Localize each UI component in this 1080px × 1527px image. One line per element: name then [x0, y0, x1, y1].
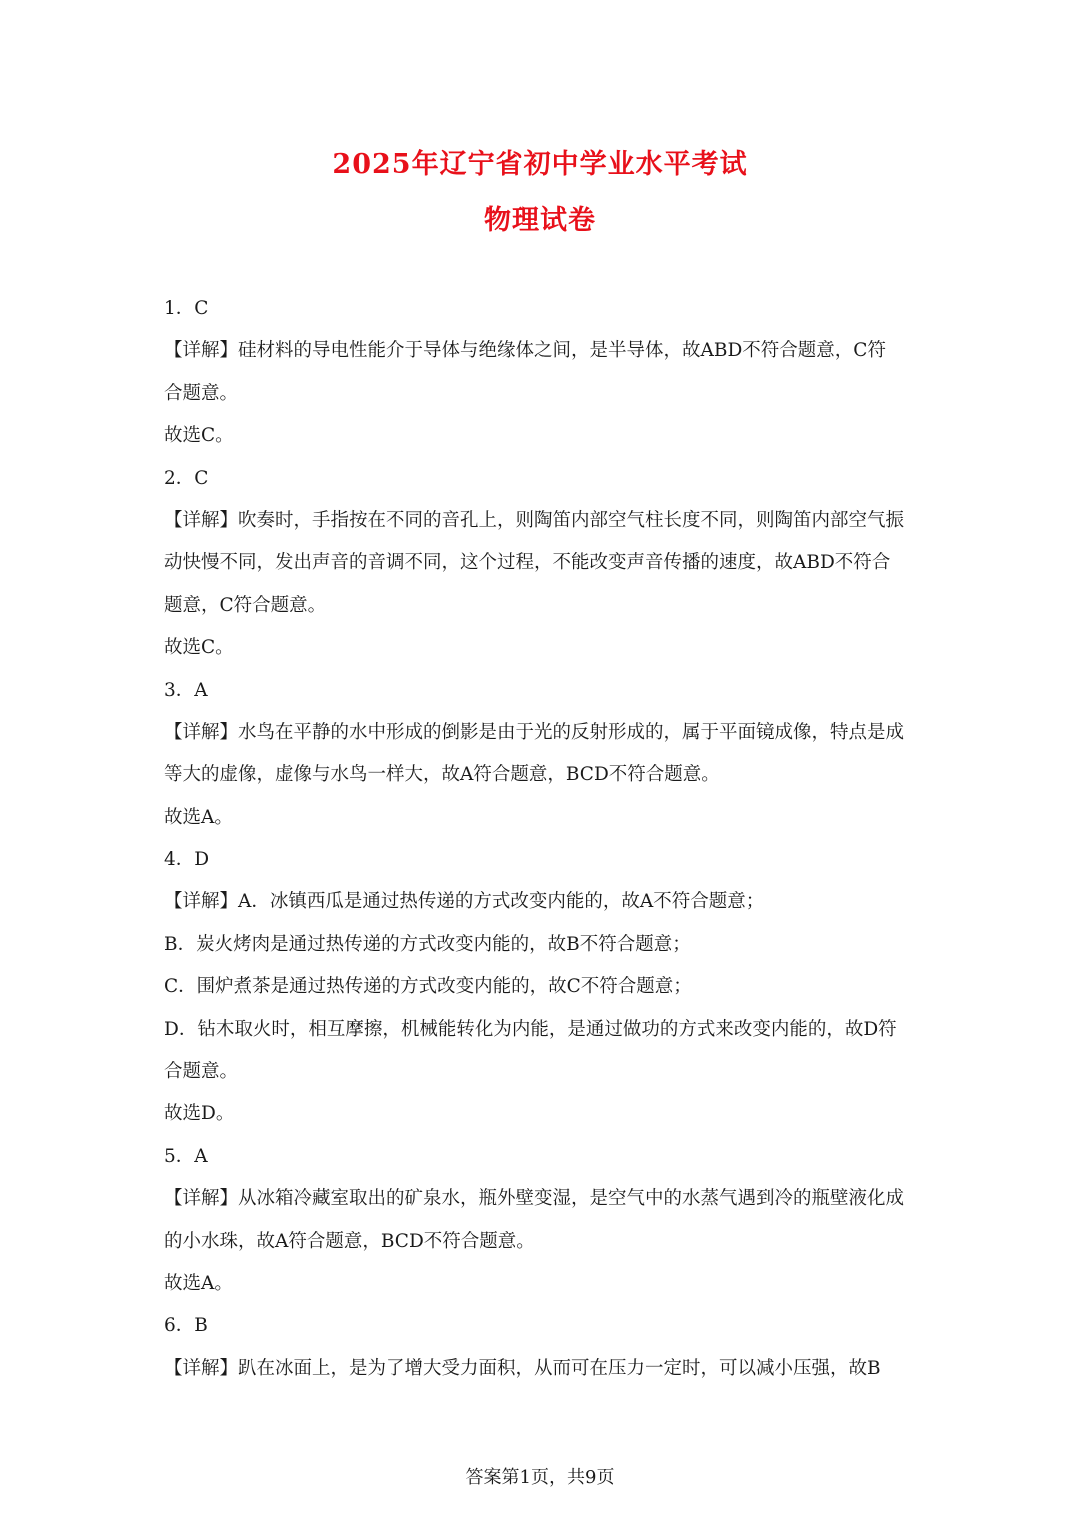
- answer-line: 故选A。: [164, 1272, 233, 1294]
- answer-line: 【详解】硅材料的导电性能介于导体与绝缘体之间，是半导体，故ABD不符合题意，C符: [164, 340, 886, 362]
- answer-line: 3．A: [164, 679, 208, 701]
- answer-line: 【详解】从冰箱冷藏室取出的矿泉水，瓶外壁变湿，是空气中的水蒸气遇到冷的瓶壁液化成: [164, 1188, 905, 1210]
- answer-line: 【详解】趴在冰面上，是为了增大受力面积，从而可在压力一定时，可以减小压强，故B: [164, 1357, 881, 1379]
- exam-subtitle: 物理试卷: [484, 205, 596, 236]
- answer-line: 合题意。: [164, 382, 239, 404]
- answer-line: 4．D: [164, 849, 210, 871]
- answer-line: 故选C。: [164, 637, 234, 659]
- answer-line: 故选C。: [164, 425, 234, 447]
- answer-line: 6．B: [164, 1315, 208, 1337]
- answer-line: 合题意。: [164, 1061, 239, 1083]
- answer-line: 动快慢不同，发出声音的音调不同，这个过程，不能改变声音传播的速度，故ABD不符合: [164, 552, 891, 574]
- answer-line: 2．C: [164, 467, 209, 489]
- answer-line: B．炭火烤肉是通过热传递的方式改变内能的，故B不符合题意；: [164, 933, 691, 955]
- answer-line: 故选A。: [164, 806, 233, 828]
- answer-body: [164, 292, 920, 1394]
- answer-line: 的小水珠，故A符合题意，BCD不符合题意。: [164, 1230, 535, 1252]
- answer-line: C．围炉煮茶是通过热传递的方式改变内能的，故C不符合题意；: [164, 976, 692, 998]
- answer-line: 5．A: [164, 1145, 208, 1167]
- exam-title: 2025年辽宁省初中学业水平考试: [332, 149, 748, 180]
- page-footer: 答案第1页，共9页: [465, 1467, 615, 1488]
- answer-line: 【详解】水鸟在平静的水中形成的倒影是由于光的反射形成的，属于平面镜成像，特点是成: [164, 721, 905, 743]
- answer-line: 等大的虚像，虚像与水鸟一样大，故A符合题意，BCD不符合题意。: [164, 764, 720, 786]
- answer-line: 【详解】吹奏时，手指按在不同的音孔上，则陶笛内部空气柱长度不同，则陶笛内部空气振: [164, 509, 905, 531]
- answer-line: D．钻木取火时，相互摩擦，机械能转化为内能，是通过做功的方式来改变内能的，故D符: [164, 1018, 897, 1040]
- answer-line: 【详解】A．冰镇西瓜是通过热传递的方式改变内能的，故A不符合题意；: [164, 891, 765, 913]
- answer-line: 故选D。: [164, 1103, 235, 1125]
- answer-line: 1．C: [164, 298, 209, 319]
- answer-line: 题意，C符合题意。: [164, 594, 327, 616]
